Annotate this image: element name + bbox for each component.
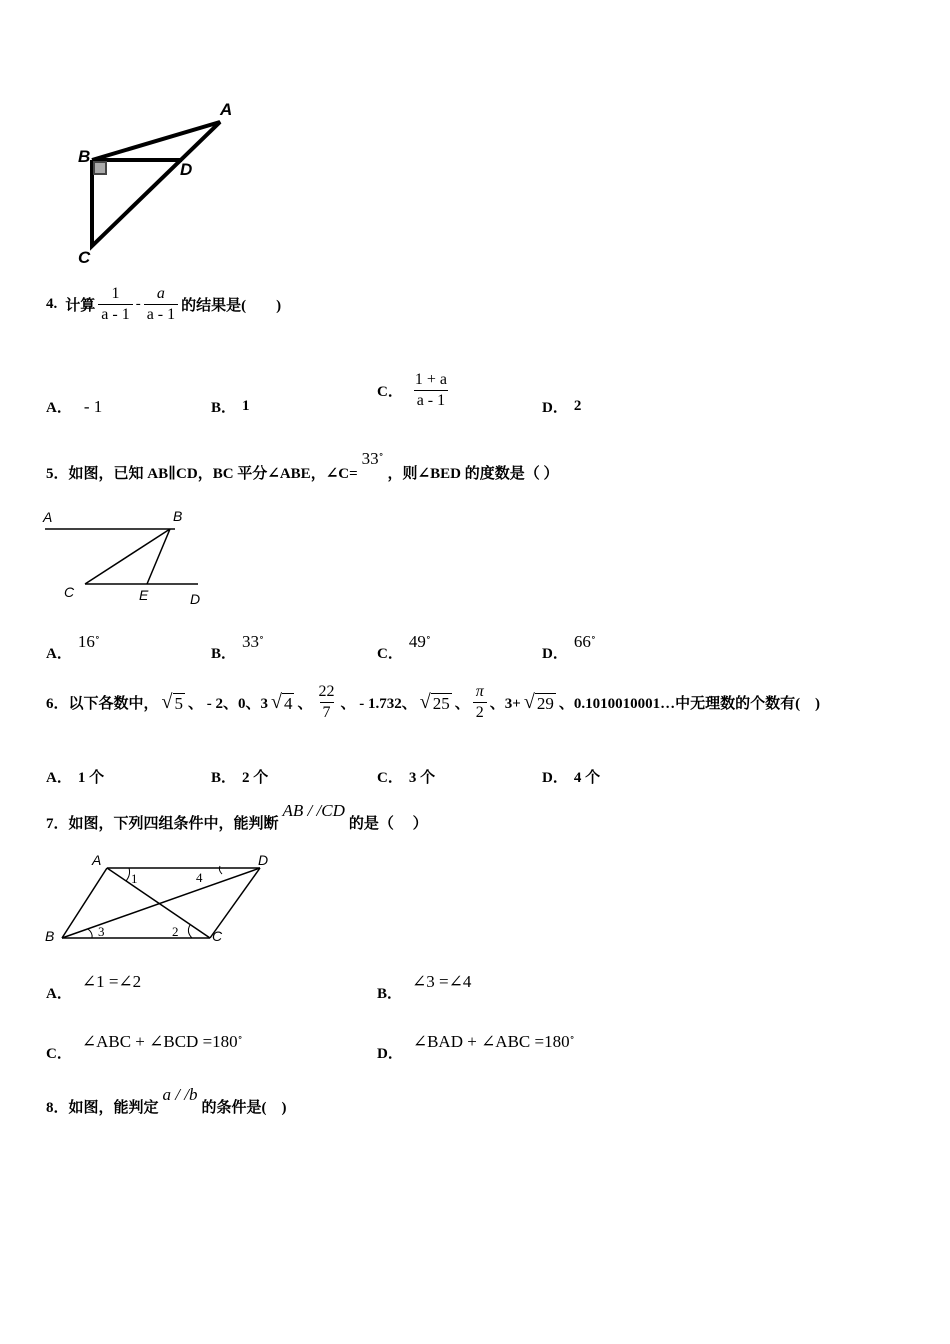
q4-fraction-2 [144,284,178,325]
question-4 [46,284,281,325]
q6-fraction-22-7: $\frac{22}{7}$ [318,683,335,721]
fig7-label-d: D [258,852,269,868]
fig3-label-b: B [78,147,91,166]
q6-sqrt-25: √ 25 [419,691,450,713]
fig7-label-a: A [92,852,102,868]
q4-option-c-fraction: $\frac{1 + a}{a - 1}$ [414,371,447,409]
q8-tail: 的条件是( ) [201,1100,287,1116]
q5-tail: ，则∠BED 的度数是（ ） [387,466,559,482]
fig7-label-b: B [45,928,55,944]
q6-sqrt-29: √ 29 [523,691,554,713]
fig3-label-c: C [78,248,91,267]
q5-option-c[interactable]: C． 49∘ [377,631,431,662]
q5-option-a[interactable]: A． 16∘ [46,631,100,662]
q6-sqrt-4: √ 4 [271,691,293,713]
fig5-label-d: D [190,591,201,607]
q7-option-c[interactable]: C． ∠ABC + ∠BCD =180∘ [46,1031,243,1062]
q6-sqrt-5: √ 5 [161,691,183,713]
q7-option-d[interactable]: D． ∠BAD + ∠ABC =180∘ [377,1031,575,1062]
fig7-angle-1: 1 [131,871,138,886]
q7-option-a[interactable]: A． ∠1 =∠2 [46,971,142,1002]
fig7-angle-3: 3 [98,924,105,939]
q7-option-b[interactable]: B． ∠3 =∠4 [377,971,472,1002]
q4-option-d[interactable]: D． 2 [542,398,582,416]
q4-option-c[interactable]: C． $\frac{1 + a}{a - 1}$ [377,370,453,411]
q8-lead: 8．如图，能判定 [46,1100,159,1116]
q5-angle: 33∘ [361,448,384,468]
fig3-label-d: D [180,160,193,179]
q4-lead: 计算 [65,298,96,314]
question-6: 6．以下各数中， √ 5 、 - 2、0、3 √ 4 、 $\frac{22}{7}$ 、 - 1.732、 √ 25 、 $\frac{\pi}{2}$ 、3+ √ 29 、0.1010010001…中无理数的个数有( ) [46,683,821,721]
q7-lead: 7．如图，下列四组条件中，能判断 [46,816,279,832]
q6-option-d[interactable]: D． 4 个 [542,770,601,786]
q7-tail: 的是（ ） [348,816,428,832]
q5-option-b[interactable]: B． 33∘ [211,631,264,662]
triangle-figure-abc [70,95,250,275]
q6-option-b[interactable]: B． 2 个 [211,770,269,786]
fig5-label-a: A [43,509,53,525]
fig5-label-b: B [173,508,183,524]
q6-option-c[interactable]: C． 3 个 [377,770,436,786]
q4-option-a[interactable]: A． - 1 [46,396,103,416]
question-5 [46,448,559,483]
q4-option-b[interactable]: B． 1 [211,398,250,416]
q7-expr: AB / /CD [282,800,345,820]
q5-option-d[interactable]: D． 66∘ [542,631,596,662]
fig7-angle-4: 4 [196,870,203,885]
fig7-angle-2: 2 [172,924,179,939]
fig3-label-a: A [220,100,233,119]
question-8 [46,1084,287,1117]
q6-option-a[interactable]: A． 1 个 [46,770,105,786]
q4-fraction-1 [98,284,132,325]
q6-fraction-pi-2: $\frac{\pi}{2}$ [473,682,487,723]
fig7-label-c: C [212,928,223,944]
q4-frac2-num: a [156,285,165,302]
question-7 [46,800,428,833]
q6-lead: 6．以下各数中， [46,696,159,712]
q4-frac2-den: a - 1 [144,304,178,325]
fig5-label-e: E [139,587,149,603]
parallel-lines-figure-q5 [40,505,220,610]
q4-minus: - [135,296,141,312]
fig5-label-c: C [64,584,75,600]
q4-tail: 的结果是( ) [181,298,282,314]
parallelogram-figure-q7 [40,850,280,950]
q4-number: 4. [46,296,58,312]
q4-frac1-den: a - 1 [98,304,132,325]
q4-frac1-num: 1 [111,285,120,302]
q5-lead: 5．如图，已知 AB∥CD，BC 平分∠ABE，∠C= [46,466,358,482]
q8-expr: a / /b [162,1084,198,1104]
